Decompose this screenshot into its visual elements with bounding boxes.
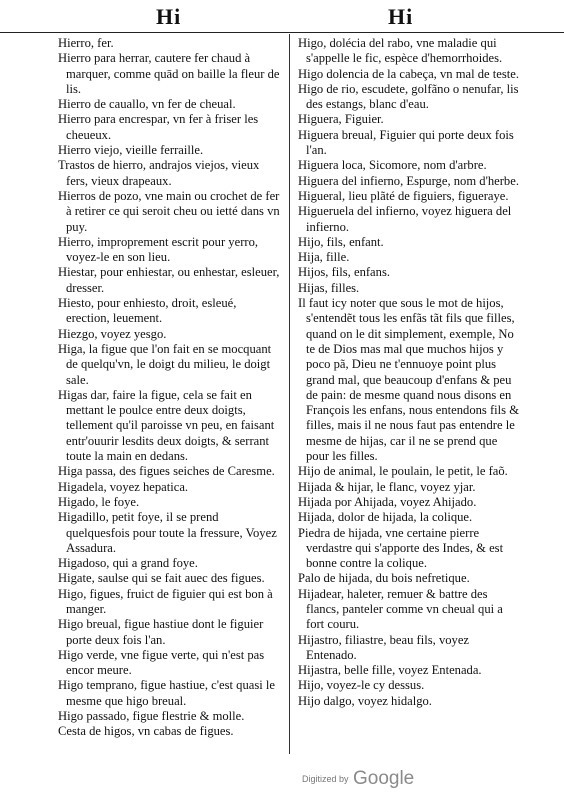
dictionary-entry: Hierros de pozo, vne main ou crochet de fer à retirer ce qui seroit cheu ou ietté dans vn puy. [58,188,280,234]
dictionary-entry: Higo verde, vne figue verte, qui n'est pas encor meure. [58,647,265,678]
dictionary-entry: Trastos de hierro, andrajos viejos, vieux fers, vieux drapeaux. [58,158,260,188]
right-column [298,36,522,709]
dictionary-entry: Higuera breual, Figuier qui porte deux fois l'an. [298,127,514,158]
dictionary-entry: Hierro, improprement escrit pour yerro, voyez-le en son lieu. [58,234,259,265]
left-running-head: Hi [156,4,182,29]
dictionary-entry: Hijastro, filiastre, beau fils, voyez Entenado. [298,632,470,662]
dictionary-entry: Higo passado, figue flestrie & molle. [58,709,245,724]
dictionary-entry: Higueruela del infierno, voyez higuera del infierno. [298,204,512,234]
dictionary-entry: Cesta de higos, vn cabas de figues. [58,724,234,739]
dictionary-entry: Il faut icy noter que sous le mot de hijos, s'entendẽt tous les enfãs tãt fils que filles, quand on le dit simplement, exemple, No te de Dios mas mal que muchos hijos y poco pã, Dieu ne t'ennuoye point plus grand mal, que beaucoup d'enfans & peu de pain: de mesme quand nous disons en François les enfans, nous entendons fils & filles, mais il ne nous faut pas entendre le mesme de hijas, car il ne se prend que pour les filles. [298,296,520,464]
dictionary-entry: Hiezgo, voyez yesgo. [58,326,167,341]
dictionary-entry: Higo breual, figue hastiue dont le figuier porte deux fois l'an. [58,617,264,647]
dictionary-entry: Hierro de cauallo, vn fer de cheual. [58,97,236,112]
dictionary-entry: Higadela, voyez hepatica. [58,479,189,494]
dictionary-entry: Hiestar, pour enhiestar, ou enhestar, esleuer, dresser. [58,265,280,295]
dictionary-entry: Higuera del infierno, Espurge, nom d'herbe. [298,173,519,188]
dictionary-entry: Hija, fille. [298,250,350,265]
dictionary-entry: Hijo de animal, le poulain, le petit, le faõ. [298,464,508,479]
right-running-head: Hi [388,4,414,29]
dictionary-entry: Hijo dalgo, voyez hidalgo. [298,693,432,708]
dictionary-entry: Hijada, dolor de hijada, la colique. [298,510,473,525]
dictionary-entry: Higado, le foye. [58,494,140,509]
dictionary-entry: Hijos, fils, enfans. [298,265,390,280]
dictionary-entry: Piedra de hijada, vne certaine pierre verdastre qui s'apporte des Indes, & est bonne contre la colique. [298,525,504,571]
left-column [58,36,282,740]
google-logo: Google [352,768,415,789]
dictionary-entry: Hiesto, pour enhiesto, droit, esleué, erection, leuement. [58,296,237,326]
page-header [0,2,564,33]
dictionary-entry: Higueral, lieu plãté de figuiers, figueraye. [298,188,509,203]
dictionary-entry: Hijastra, belle fille, voyez Entenada. [298,663,482,678]
dictionary-entry: Higa, la figue que l'on fait en se mocquant de quelqu'vn, le doigt du milieu, le doigt sale. [58,341,272,387]
dictionary-entry: Higate, saulse qui se fait auec des figues. [58,571,265,586]
dictionary-entry: Higuera, Figuier. [298,112,384,127]
dictionary-entry: Higo temprano, figue hastiue, c'est quasi le mesme que higo breual. [58,678,276,708]
digitized-watermark [302,768,414,790]
dictionary-entry: Higo, figues, fruict de figuier qui est bon à manger. [58,586,273,616]
dictionary-entry: Hijas, filles. [298,280,360,295]
column-divider [289,34,290,754]
dictionary-entry: Hijo, fils, enfant. [298,234,384,249]
dictionary-entry: Higo de rio, escudete, golfãno o nenufar, lis des estangs, blanc d'eau. [298,81,519,112]
dictionary-entry: Hijada & hijar, le flanc, voyez yjar. [298,479,476,494]
dictionary-entry: Higas dar, faire la figue, cela se fait en mettant le poulce entre deux doigts, tellement qu'il paroisse vn peu, en faisant entr'ouurir lesdits deux doigts, & serrant toute la main en dedans. [58,387,275,464]
dictionary-entry: Palo de hijada, du bois nefretique. [298,571,470,586]
dictionary-entry: Hierro viejo, vieille ferraille. [58,143,204,158]
dictionary-entry: Hijadear, haleter, remuer & battre des flancs, panteler comme vn cheual qui a fort couru. [298,586,503,632]
dictionary-entry: Hierro para herrar, cautere fer chaud à marquer, comme quād on baille la fleur de lis. [58,51,280,96]
dictionary-entry: Hijada por Ahijada, voyez Ahijado. [298,494,477,509]
dictionary-entry: Hierro para encrespar, vn fer à friser les cheueux. [58,112,259,142]
dictionary-entry: Hijo, voyez-le cy dessus. [298,678,425,693]
dictionary-entry: Higadoso, qui a grand foye. [58,556,198,571]
dictionary-entry: Higo, dolécia del rabo, vne maladie qui s'appelle le fic, espèce d'hemorrhoides. [298,36,503,66]
dictionary-entry: Higo dolencia de la cabeça, vn mal de teste. [298,66,519,81]
dictionary-entry: Higa passa, des figues seiches de Caresme. [58,464,275,479]
dictionary-entry: Higuera loca, Sicomore, nom d'arbre. [298,158,487,173]
dictionary-entry: Hierro, fer. [58,36,114,50]
digitized-by-label: Digitized by [302,774,349,784]
dictionary-entry: Higadillo, petit foye, il se prend quelquesfois pour toute la fressure, Voyez Assadura. [58,510,277,555]
